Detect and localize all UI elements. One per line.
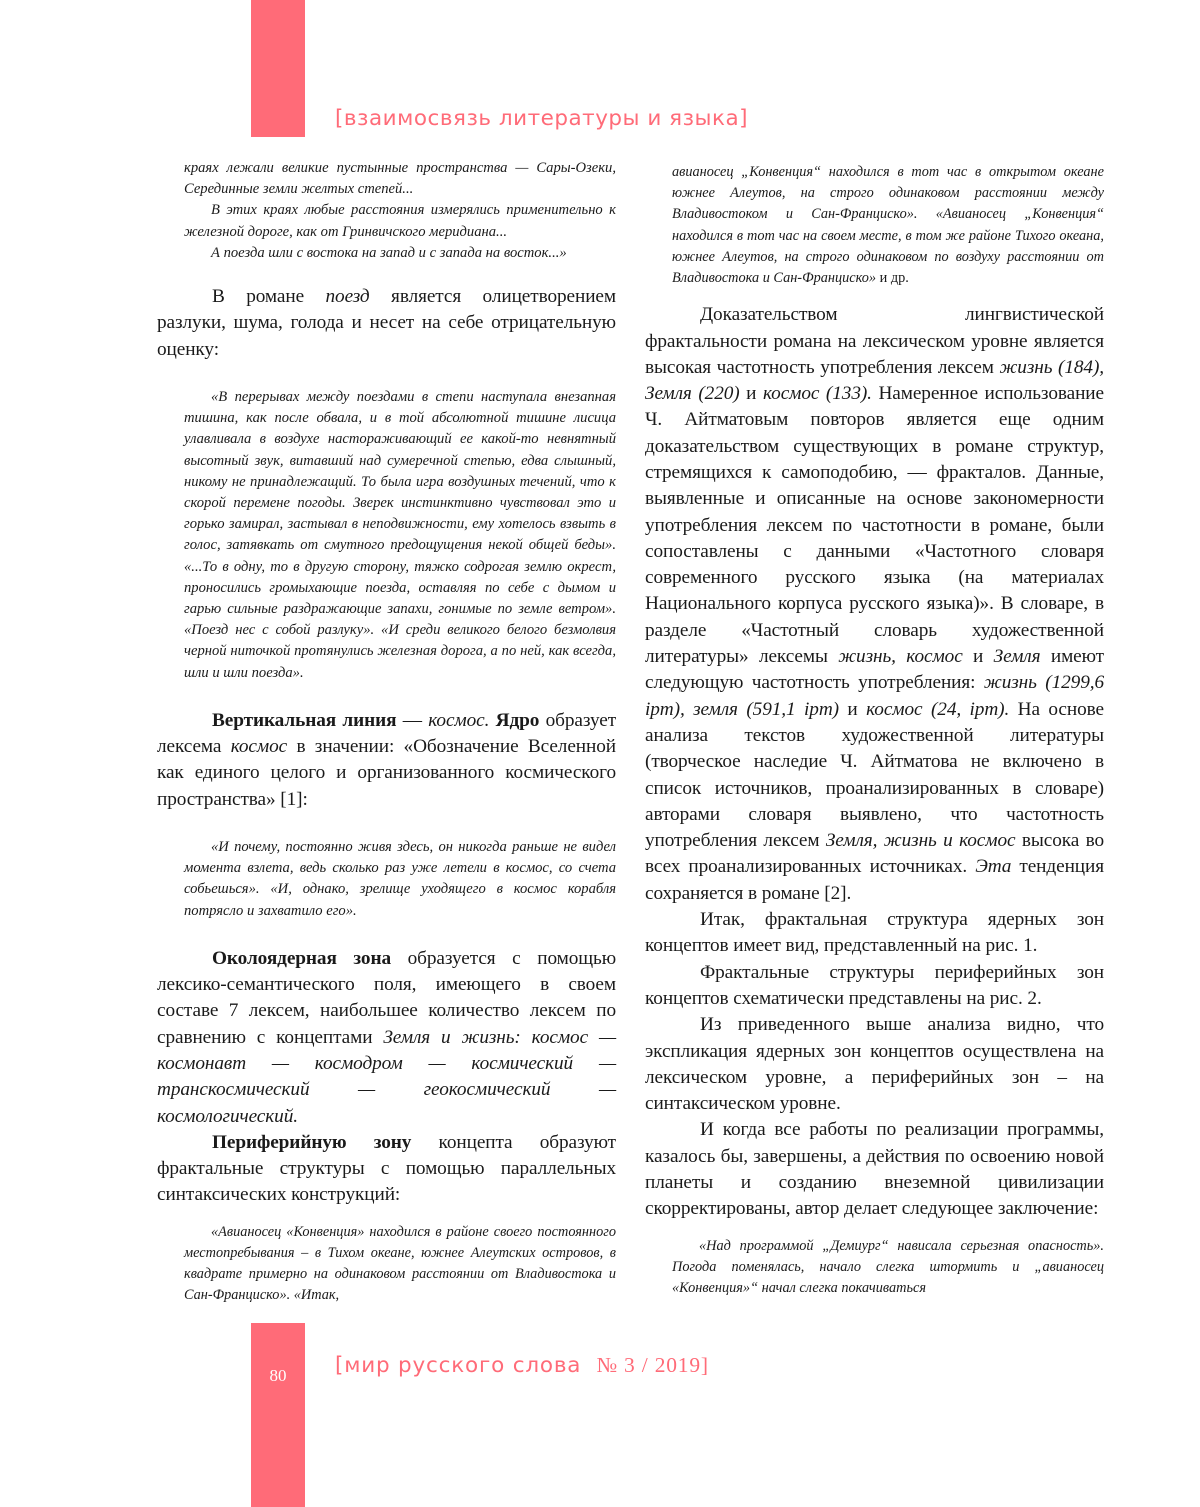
quote-block: авианосец „Конвенция“ находился в тот час в открытом океане южнее Алеутов, на строго одинаковом расстоянии между Владивостоком и Сан-Франциско». «Авианосец „Конвенция“ находился в тот час на своем месте, в том же районе Тихого океана, южнее Алеутов, на строго одинаковом по воздуху расстоянии от Владивостока и Сан-Франциско» и др.	[672, 164, 1104, 287]
paragraph: Фрактальные структуры периферийных зон концептов схематически представлены на рис. 2.	[645, 961, 1104, 1009]
journal-title	[335, 1353, 709, 1378]
quote-line: В этих краях любые расстояния измерялись применительно к железной дороге, как от Гринвичского меридиана...	[184, 202, 616, 240]
paragraph: В романе поезд является олицетворением разлуки, шума, голода и несет на себе отрицательную оценку:	[157, 286, 616, 360]
quote-block: «И почему, постоянно живя здесь, он никогда раньше не видел момента взлета, ведь сколько раз уже летели в космос, со счета собьешься». «И, однако, зрелище уходящего в космос корабля потрясло и захватило его».	[184, 838, 616, 919]
header-accent-bar	[251, 0, 305, 137]
page-number: 80	[269, 1366, 287, 1385]
paragraph: Доказательством лингвистической фрактальности романа на лексическом уровне является высокая частотность употребления лексем жизнь (184), Земля (220) и космос (133). Намеренное использование Ч. Айтматовым повторов является еще одним доказательством существующих в романе структур, стремящихся к самоподобию, — фракталов. Данные, выявленные и описанные на основе закономерности употребления лексем по частотности в романе, были сопоставлены с данными «Частотного словаря современного русского языка (на материалах Национального корпуса русского языка)». В словаре, в разделе «Частотный словарь художественной литературы» лексемы жизнь, космос и Земля имеют следующую частотность употребления: жизнь (1299,6 ipm), земля (591,1 ipm) и космос (24, ipm). На основе анализа текстов художественной литературы (творческое наследие Ч. Айтматова не включено в список источников, проанализированных в словаре) авторами словаря выявлено, что частотность употребления лексем Земля, жизнь и космос высока во всех проанализированных источниках. Эта тенденция сохраняется в романе [2].	[645, 304, 1105, 904]
paragraph: Периферийную зону концепта образуют фрактальные структуры с помощью параллельных синтаксических конструкций:	[157, 1131, 616, 1206]
right-column	[645, 162, 1104, 1299]
footer-accent-bar	[251, 1323, 305, 1507]
quote-block	[157, 158, 616, 264]
paragraph: И когда все работы по реализации программы, казалось бы, завершены, а действия по освоению новой планеты и созданию внеземной цивилизации скорректированы, автор делает следующее заключение:	[645, 1119, 1104, 1220]
paragraph: Околоядерная зона образуется с помощью лексико-семантического поля, имеющего в своем составе 7 лексем, наибольшее количество лексем по сравнению с концептами Земля и жизнь: космос — космонавт — космодром — космический — транскосмический — геокосмический — космологический.	[157, 947, 617, 1127]
quote-line: А поезда шли с востока на запад и с запада на восток...»	[211, 244, 567, 261]
quote-block: «Над программой „Демиург“ нависала серьезная опасность». Погода поменялась, начало слегка штормить и „авианосец «Конвенция»“ начал слегка покачиваться	[672, 1237, 1104, 1297]
paragraph: Из приведенного выше анализа видно, что экспликация ядерных зон концептов осуществлена на лексическом уровне, а периферийных зон – на синтаксическом уровне.	[645, 1014, 1104, 1115]
quote-line: краях лежали великие пустынные пространства — Сары-Озеки, Серединные земли желтых степей...	[184, 160, 616, 198]
paragraph: Вертикальная линия — космос. Ядро образует лексема космос в значении: «Обозначение Вселенной как единого целого и организованного космического пространства» [1]:	[157, 709, 617, 810]
section-title: [взаимосвязь литературы и языка]	[335, 106, 749, 131]
journal-name: [мир русского слова	[335, 1353, 582, 1378]
paragraph: Итак, фрактальная структура ядерных зон концептов имеет вид, представленный на рис. 1.	[645, 909, 1104, 957]
journal-issue: № 3 / 2019]	[596, 1353, 709, 1377]
left-column	[157, 158, 616, 1307]
quote-block: «В перерывах между поездами в степи наступала внезапная тишина, как после обвала, и в той абсолютной тишине лисица улавливала в воздухе настораживающий ее какой-то невнятный высотный звук, витавший над сумеречной степью, едва слышный, никому не принадлежащий. То была игра воздушных течений, что к скорой перемене погоды. Зверек инстинктивно чувствовал это и горько замирал, застывал в неподвижности, ему хотелось взвыть в голос, затявкать от смутного предощущения некой общей беды». «...То в одну, то в другую сторону, тяжко содрогая землю окрест, проносились громыхающие поезда, оставляя по себе с дымом и гарью сильные раздражающие запахи, гонимые по земле ветром». «Поезд нес с собой разлуку». «И среди великого белого безмолвия черной ниточкой протянулись железная дорога, а по ней, как всегда, шли и шли поезда».	[184, 388, 616, 681]
quote-block: «Авианосец «Конвенция» находился в районе своего постоянного местопребывания – в Тихом океане, южнее Алеутских островов, в квадрате примерно на одинаковом расстоянии от Владивостока и Сан-Франциско». «Итак,	[184, 1223, 616, 1304]
